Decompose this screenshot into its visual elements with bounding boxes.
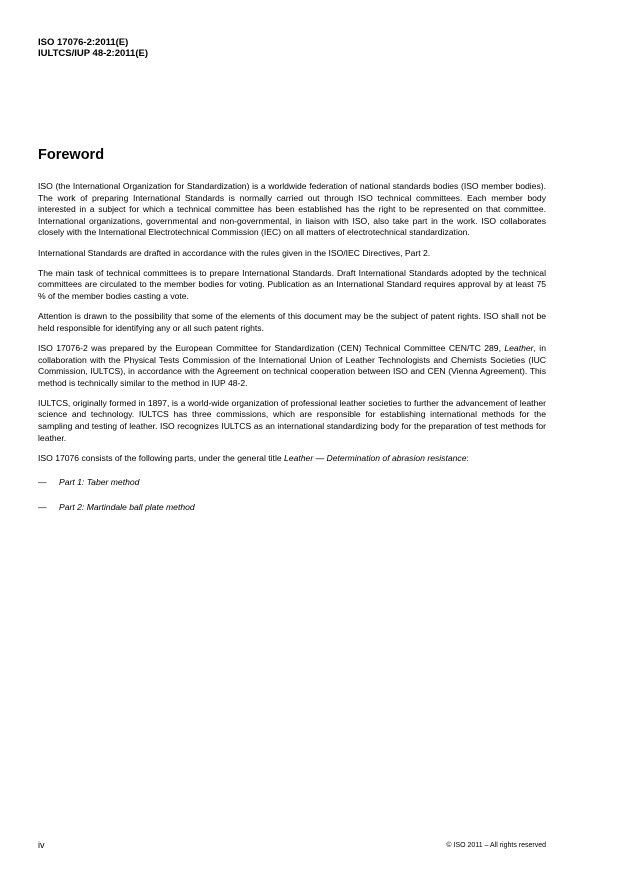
parts-intro-text: ISO 17076 consists of the following parts, under the general title [38,452,285,463]
paragraph-iso-intro: ISO (the International Organization for Standardization) is a worldwide federation of national standards bodies (ISO member bodies). The work of preparing International Standards is normally carried out through ISO technical committees. Each member body interested in a subject for which a technical committee has been established has the right to be represented on that committee. International organizations, governmental and non-governmental, in liaison with ISO, also take part in the work. ISO collaborates closely with the International Electrotechnical Commission (IEC) on all matters of electrotechnical standardization. [38,181,546,238]
page-title: Foreword [38,147,105,163]
standard-number-iultcs: IULTCS/IUP 48-2:2011(E) [38,48,148,59]
list-dash: — [38,477,47,488]
page-number: iv [38,840,45,850]
part-2-label: Part 2: Martindale ball plate method [59,502,195,513]
paragraph-directives: International Standards are drafted in accordance with the rules given in the ISO/IEC Directives, Part 2. [38,247,431,258]
paragraph-iultcs: IULTCS, originally formed in 1897, is a world-wide organization of professional leather societies to further the advancement of leather science and technology. IULTCS has three commissions, which are responsible for establishing international methods for the sampling and testing of leather. ISO recognizes IULTCS as an international standardizing body for the preparation of test methods for leather. [38,397,546,443]
paragraph-patent: Attention is drawn to the possibility that some of the elements of this document may be the subject of patent rights. ISO shall not be held responsible for identifying any or all such patent rights. [38,311,546,333]
paragraph-parts-intro [38,453,546,465]
committee-name: Leather [504,342,534,353]
preparation-text-a: ISO 17076-2 was prepared by the European Committee for Standardization (CEN) Technical Committee CEN/TC 289, [38,342,505,353]
part-1-label: Part 1: Taber method [59,477,140,488]
list-dash: — [38,502,47,513]
paragraph-preparation [38,343,546,389]
list-item [38,502,546,514]
standard-number: ISO 17076-2:2011(E) [38,37,129,48]
foreword-body [38,181,546,527]
paragraph-committees: The main task of technical committees is to prepare International Standards. Draft International Standards adopted by the technical committees are circulated to the member bodies for voting. Publication as an International Standard requires approval by at least 75 % of the member bodies casting a vote. [38,267,546,301]
parts-intro-colon: : [466,452,469,463]
list-item [38,477,546,489]
document-header [38,37,148,59]
preparation-text-b: , in collaboration with the Physical Tests Commission of the International Union of Leather Technologists and Chemists Societies (IUC Commission, IULTCS), in accordance with the Agreement on technical cooperation between ISO and CEN (Vienna Agreement). This method is technically similar to the method in IUP 48-2. [38,342,546,388]
general-title: Leather — Determination of abrasion resistance [284,452,467,463]
copyright-notice: © ISO 2011 – All rights reserved [446,842,546,849]
